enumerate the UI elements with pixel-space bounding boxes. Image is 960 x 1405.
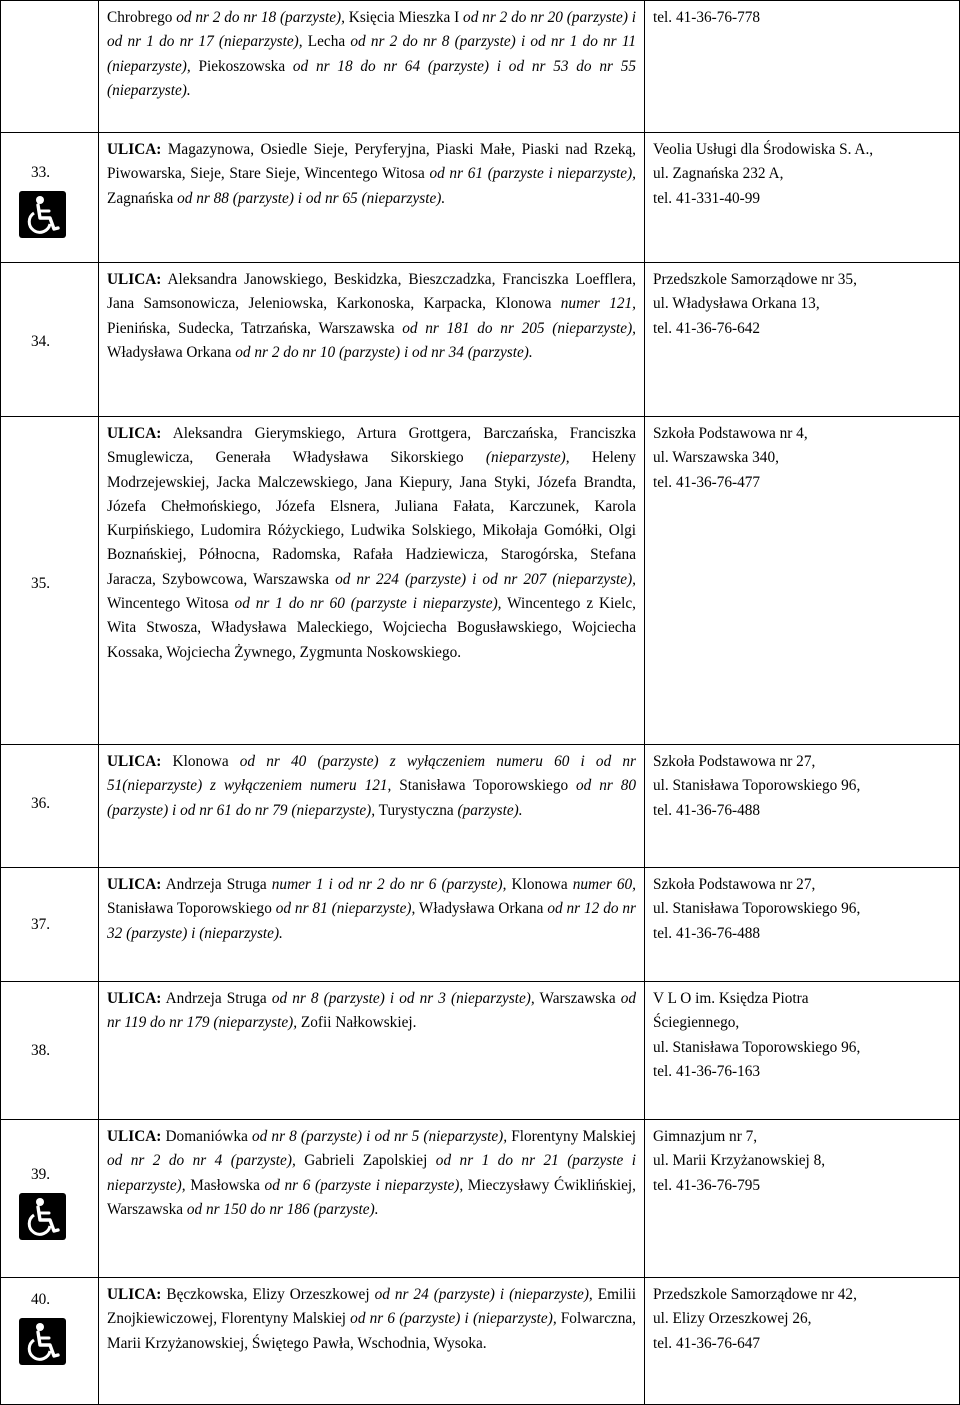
row-number-cell xyxy=(1,1,99,133)
polling-station-cell xyxy=(645,1120,960,1278)
table-row xyxy=(1,1,960,133)
row-number-cell xyxy=(1,133,99,263)
table-row xyxy=(1,868,960,982)
table-row xyxy=(1,982,960,1120)
wheelchair-icon xyxy=(19,1193,66,1240)
contact-line: ul. Marii Krzyżanowskiej 8, xyxy=(653,1152,826,1170)
contact-line: tel. 41-36-76-163 xyxy=(653,1062,761,1080)
accessibility-icon xyxy=(19,1193,66,1240)
contact-line: Szkoła Podstawowa nr 27, xyxy=(653,753,816,770)
row-number: 38. xyxy=(31,1042,51,1059)
contact-line: Veolia Usługi dla Środowiska S. A., xyxy=(653,141,874,158)
contact-line: tel. 41-36-76-647 xyxy=(653,1334,761,1352)
row-number: 33. xyxy=(31,164,51,181)
polling-station-cell xyxy=(645,133,960,263)
contact-line: tel. 41-36-76-477 xyxy=(653,473,761,491)
row-number-cell xyxy=(1,745,99,868)
contact-line: ul. Zagnańska 232 A, xyxy=(653,165,784,183)
contact-line: ul. Władysława Orkana 13, xyxy=(653,295,820,313)
table-row xyxy=(1,745,960,868)
row-number: 36. xyxy=(31,795,51,812)
streets-cell: ULICA: Bęczkowska, Elizy Orzeszkowej od nr 24 (parzyste) i (nieparzyste), Emilii Znojkiewiczowej, Florentyny Malskiej od nr 6 (parzyste) i (nieparzyste), Folwarczna, Marii Krzyżanowskiej, Świętego Pawła, Wschodnia, Wysoka. xyxy=(99,1278,645,1405)
polling-station-cell xyxy=(645,745,960,868)
row-number: 34. xyxy=(31,333,51,350)
row-number-cell xyxy=(1,417,99,745)
contact-line: ul. Stanisława Toporowskiego 96, xyxy=(653,900,861,918)
contact-line: Szkoła Podstawowa nr 27, xyxy=(653,876,816,893)
wheelchair-icon xyxy=(19,1318,66,1365)
polling-station-cell xyxy=(645,1,960,133)
streets-cell: ULICA: Klonowa od nr 40 (parzyste) z wyłączeniem numeru 60 i od nr 51(nieparzyste) z wyłączeniem numeru 121, Stanisława Toporowskiego od nr 80 (parzyste) i od nr 61 do nr 79 (nieparzyste), Turystyczna (parzyste). xyxy=(99,745,645,868)
contact-line: tel. 41-36-76-642 xyxy=(653,319,761,337)
wheelchair-icon xyxy=(19,191,66,238)
contact-line: tel. 41-331-40-99 xyxy=(653,189,761,207)
contact-line: tel. 41-36-76-795 xyxy=(653,1176,761,1194)
contact-line: Gimnazjum nr 7, xyxy=(653,1128,758,1145)
contact-line: ul. Elizy Orzeszkowej 26, xyxy=(653,1310,812,1328)
contact-line: tel. 41-36-76-778 xyxy=(653,9,761,26)
contact-line: ul. Warszawska 340, xyxy=(653,449,779,467)
contact-line: tel. 41-36-76-488 xyxy=(653,924,761,942)
contact-line: ul. Stanisława Toporowskiego 96, xyxy=(653,1038,861,1056)
row-number-cell xyxy=(1,1278,99,1405)
table-row xyxy=(1,1278,960,1405)
accessibility-icon xyxy=(19,191,66,238)
streets-cell: ULICA: Andrzeja Struga numer 1 i od nr 2 do nr 6 (parzyste), Klonowa numer 60, Stanisława Toporowskiego od nr 81 (nieparzyste), Władysława Orkana od nr 12 do nr 32 (parzyste) i (nieparzyste). xyxy=(99,868,645,982)
streets-cell: Chrobrego od nr 2 do nr 18 (parzyste), Księcia Mieszka I od nr 2 do nr 20 (parzyste) i od nr 1 do nr 17 (nieparzyste), Lecha od nr 2 do nr 8 (parzyste) i od nr 1 do nr 11 (nieparzyste), Piekoszowska od nr 18 do nr 64 (parzyste) i od nr 53 do nr 55 (nieparzyste). xyxy=(99,1,645,133)
table-row xyxy=(1,263,960,417)
accessibility-icon xyxy=(19,1318,66,1365)
row-number-cell xyxy=(1,1120,99,1278)
polling-station-cell xyxy=(645,1278,960,1405)
polling-station-cell xyxy=(645,982,960,1120)
streets-cell: ULICA: Aleksandra Janowskiego, Beskidzka, Bieszczadzka, Franciszka Loefflera, Jana Samsonowicza, Jeleniowska, Karkonoska, Karpacka, Klonowa numer 121, Pienińska, Sudecka, Tatrzańska, Warszawska od nr 181 do nr 205 (nieparzyste), Władysława Orkana od nr 2 do nr 10 (parzyste) i od nr 34 (parzyste). xyxy=(99,263,645,417)
streets-cell: ULICA: Magazynowa, Osiedle Sieje, Peryferyjna, Piaski Małe, Piaski nad Rzeką, Piwowarska, Sieje, Stare Sieje, Wincentego Witosa od nr 61 (parzyste i nieparzyste), Zagnańska od nr 88 (parzyste) i od nr 65 (nieparzyste). xyxy=(99,133,645,263)
table-row xyxy=(1,417,960,745)
table-body xyxy=(1,1,960,1405)
streets-cell: ULICA: Aleksandra Gierymskiego, Artura Grottgera, Barczańska, Franciszka Smuglewicza, Generała Władysława Sikorskiego (nieparzyste), Heleny Modrzejewskiej, Jacka Malczewskiego, Jana Kiepury, Jana Styki, Józefa Brandta, Józefa Chełmońskiego, Józefa Elsnera, Juliana Fałata, Karczunek, Karola Kurpińskiego, Ludomira Różyckiego, Ludwika Solskiego, Mikołaja Gomółki, Olgi Boznańskiej, Północna, Radomska, Rafała Hadziewicza, Starogórska, Stefana Jaracza, Szybowcowa, Warszawska od nr 224 (parzyste) i od nr 207 (nieparzyste), Wincentego Witosa od nr 1 do nr 60 (parzyste i nieparzyste), Wincentego z Kielc, Wita Stwosza, Władysława Maleckiego, Wojciecha Bogusławskiego, Wojciecha Kossaka, Wojciecha Żywnego, Zygmunta Noskowskiego. xyxy=(99,417,645,745)
row-number: 40. xyxy=(31,1291,51,1308)
contact-line: V L O im. Księdza Piotra xyxy=(653,990,809,1007)
table-row xyxy=(1,133,960,263)
contact-line: Szkoła Podstawowa nr 4, xyxy=(653,425,808,442)
polling-station-cell xyxy=(645,263,960,417)
row-number: 37. xyxy=(31,916,51,933)
polling-station-cell xyxy=(645,868,960,982)
streets-cell: ULICA: Andrzeja Struga od nr 8 (parzyste) i od nr 3 (nieparzyste), Warszawska od nr 119 do nr 179 (nieparzyste), Zofii Nałkowskiej. xyxy=(99,982,645,1120)
row-number-cell xyxy=(1,868,99,982)
contact-line: tel. 41-36-76-488 xyxy=(653,801,761,819)
contact-line: Przedszkole Samorządowe nr 35, xyxy=(653,271,857,288)
row-number-cell xyxy=(1,263,99,417)
contact-line: ul. Stanisława Toporowskiego 96, xyxy=(653,777,861,795)
polling-station-cell xyxy=(645,417,960,745)
row-number: 35. xyxy=(31,575,51,592)
table-row xyxy=(1,1120,960,1278)
contact-line: Ściegiennego, xyxy=(653,1014,740,1032)
row-number: 39. xyxy=(31,1166,51,1183)
streets-cell: ULICA: Domaniówka od nr 8 (parzyste) i od nr 5 (nieparzyste), Florentyny Malskiej od nr 2 do nr 4 (parzyste), Gabrieli Zapolskiej od nr 1 do nr 21 (parzyste i nieparzyste), Masłowska od nr 6 (parzyste i nieparzyste), Mieczysławy Ćwiklińskiej, Warszawska od nr 150 do nr 186 (parzyste). xyxy=(99,1120,645,1278)
row-number-cell xyxy=(1,982,99,1120)
contact-line: Przedszkole Samorządowe nr 42, xyxy=(653,1286,857,1303)
